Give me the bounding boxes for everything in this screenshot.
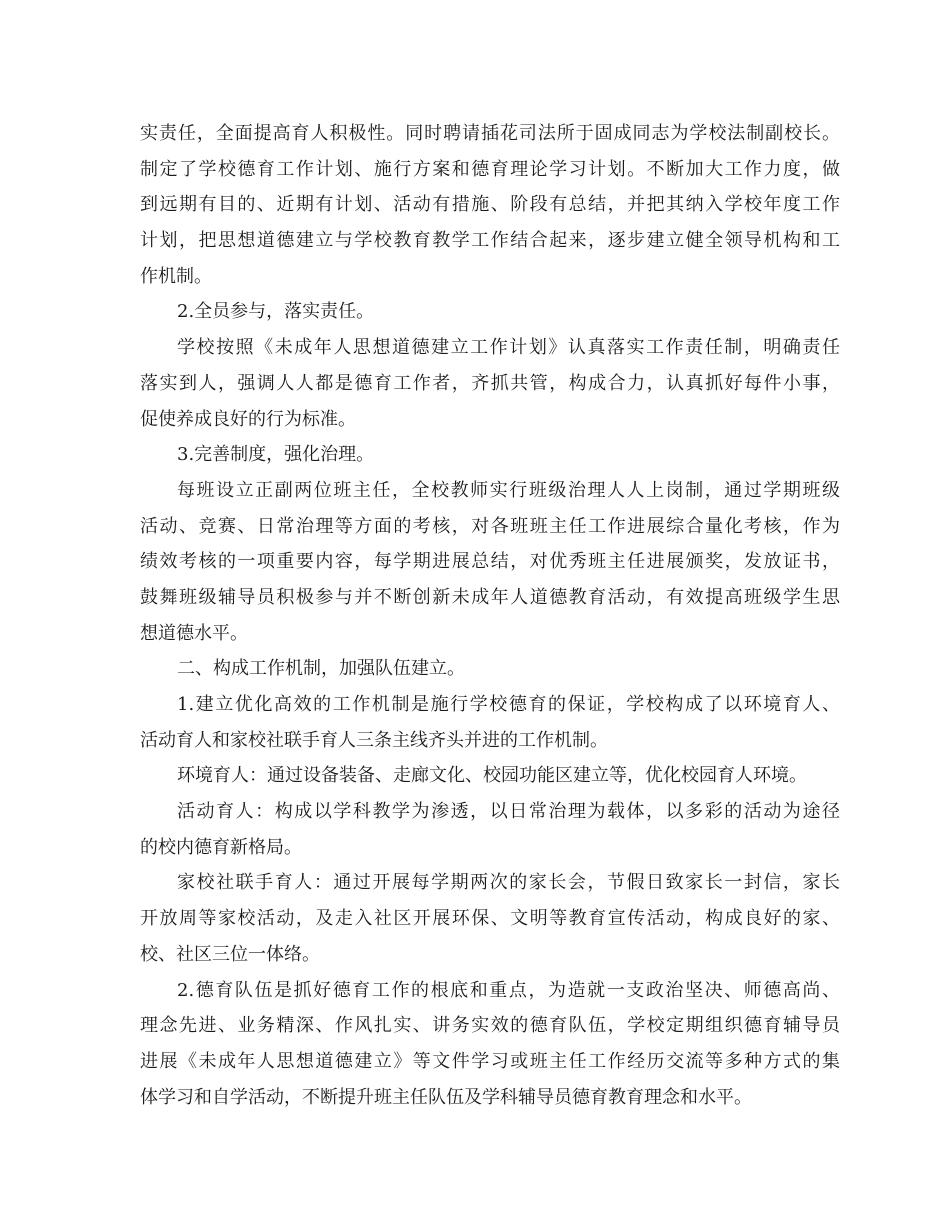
paragraph-line: 1.建立优化高效的工作机制是施行学校德育的保证，学校构成了以环境育人、 — [177, 694, 840, 715]
paragraph-line: 落实到人，强调人人都是德育工作者，齐抓共管，构成合力，认真抓好每件小事， — [140, 372, 840, 394]
document-body — [140, 116, 840, 1115]
paragraph-line: 制定了学校德育工作计划、施行方案和德育理论学习计划。不断加大工作力度，做 — [140, 158, 840, 180]
paragraph-line: 家校社联手育人：通过开展每学期两次的家长会，节假日致家长一封信，家长 — [177, 872, 840, 894]
paragraph-line: 实责任，全面提高育人积极性。同时聘请插花司法所于固成同志为学校法制副校长。 — [140, 123, 840, 144]
paragraph-line: 校、社区三位一体络。 — [140, 943, 320, 965]
paragraph-line: 绩效考核的一项重要内容，每学期进展总结，对优秀班主任进展颁奖，发放证书， — [140, 551, 840, 573]
paragraph-line: 活动育人和家校社联手育人三条主线齐头并进的工作机制。 — [140, 729, 608, 751]
paragraph-line: 每班设立正副两位班主任，全校教师实行班级治理人人上岗制，通过学期班级 — [177, 479, 840, 501]
paragraph-line: 的校内德育新格局。 — [140, 836, 302, 858]
paragraph-line: 学校按照《未成年人思想道德建立工作计划》认真落实工作责任制，明确责任 — [177, 337, 840, 359]
paragraph-line: 3.完善制度，强化治理。 — [177, 444, 375, 466]
paragraph-line: 作机制。 — [140, 265, 212, 287]
paragraph-line: 理念先进、业务精深、作风扎实、讲务实效的德育队伍，学校定期组织德育辅导员 — [140, 1015, 840, 1037]
paragraph-line: 二、构成工作机制，加强队伍建立。 — [177, 658, 465, 680]
paragraph-line: 活动育人：构成以学科教学为渗透，以日常治理为载体，以多彩的活动为途径 — [177, 801, 840, 823]
paragraph-line: 2.德育队伍是抓好德育工作的根底和重点，为造就一支政治坚决、师德高尚、 — [177, 979, 840, 1001]
paragraph-line: 2.全员参与，落实责任。 — [177, 301, 375, 323]
paragraph-line: 活动、竞赛、日常治理等方面的考核，对各班班主任工作进展综合量化考核，作为 — [140, 515, 840, 537]
paragraph-line: 进展《未成年人思想道德建立》等文件学习或班主任工作经历交流等多种方式的集 — [140, 1050, 840, 1072]
paragraph-line: 促使养成良好的行为标准。 — [140, 408, 356, 430]
paragraph-line: 环境育人：通过设备装备、走廊文化、校园功能区建立等，优化校园育人环境。 — [177, 765, 807, 787]
paragraph-line: 计划，把思想道德建立与学校教育教学工作结合起来，逐步建立健全领导机构和工 — [140, 230, 840, 252]
paragraph-line: 想道德水平。 — [140, 622, 248, 644]
paragraph-line: 开放周等家校活动，及走入社区开展环保、文明等教育宣传活动，构成良好的家、 — [140, 908, 840, 930]
paragraph-line: 鼓舞班级辅导员积极参与并不断创新未成年人道德教育活动，有效提高班级学生思 — [140, 586, 840, 608]
paragraph-line: 体学习和自学活动，不断提升班主任队伍及学科辅导员德育教育理念和水平。 — [140, 1086, 752, 1108]
paragraph-line: 到远期有目的、近期有计划、活动有措施、阶段有总结，并把其纳入学校年度工作 — [140, 194, 840, 216]
